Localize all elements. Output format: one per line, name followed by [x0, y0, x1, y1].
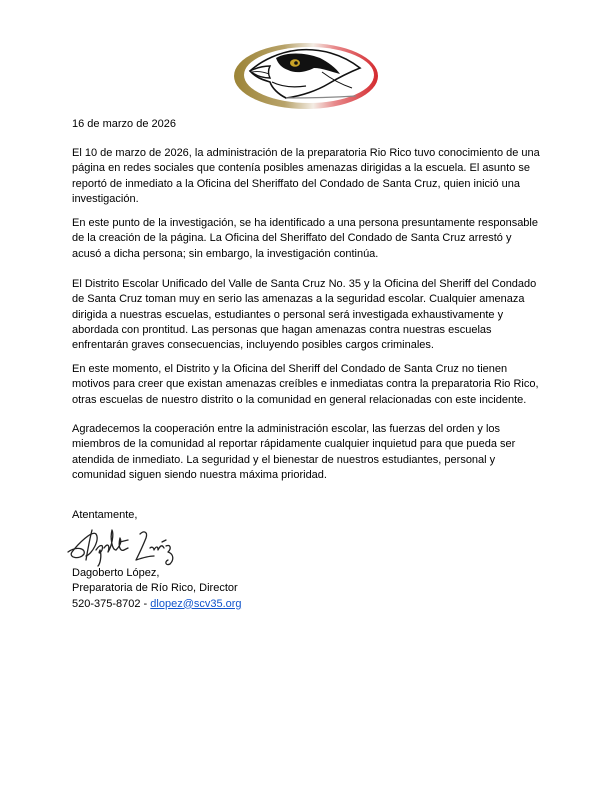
closing-salutation: Atentamente, — [72, 509, 138, 521]
paragraph-seriousness: El Distrito Escolar Unificado del Valle de Santa Cruz No. 35 y la Oficina del Sheriff del Condado de Santa Cruz toman muy en serio las amenazas a la seguridad escolar. Cualquier amenaza dirigida a nuestras escuelas, estudiantes o personal será investigada exhaustivamente y abordada con prontitud. Las personas que hagan amenazas contra nuestras escuelas enfrentarán graves consecuencias, incluyendo posibles cargos criminales. — [72, 278, 537, 352]
signature-block — [72, 566, 242, 612]
paragraph-arrest: En este punto de la investigación, se ha identificado a una persona presuntamente responsable de la creación de la página. La Oficina del Sheriffato del Condado de Santa Cruz arrestó y acusó a dicha persona; sin embargo, la investigación continúa. — [72, 217, 538, 260]
handwritten-signature — [62, 520, 180, 568]
paragraph-incident: El 10 de marzo de 2026, la administración de la preparatoria Rio Rico tuvo conocimiento de una página en redes sociales que contenía posibles amenazas dirigidas a la escuela. El asunto se reportó de inmediato a la Oficina del Sheriffato del Condado de Santa Cruz, quien inició una investigación. — [72, 147, 540, 205]
paragraph-no-credible-threat: En este momento, el Distrito y la Oficina del Sheriff del Condado de Santa Cruz no tienen motivos para creer que existan amenazas creíbles e inmediatas contra la preparatoria Rio Rico, otras escuelas de nuestro distrito o la comunidad en general relacionadas con este incidente. — [72, 363, 539, 406]
signer-phone: 520-375-8702 - — [72, 597, 151, 610]
paragraph-gratitude: Agradecemos la cooperación entre la administración escolar, las fuerzas del orden y los miembros de la comunidad al reportar rápidamente cualquier inquietud para que pueda ser atendida de inmediato. La seguridad y el bienestar de nuestros estudiantes, personal y comunidad siguen siendo nuestra máxima prioridad. — [72, 423, 516, 481]
signer-title: Preparatoria de Río Rico, Director — [72, 582, 238, 595]
school-logo — [232, 38, 380, 114]
signer-email-link[interactable]: dlopez@scv35.org — [150, 597, 242, 610]
contact-line — [72, 597, 242, 612]
falcon-head-icon — [232, 38, 380, 114]
signer-name: Dagoberto López, — [72, 567, 160, 579]
letter-date: 16 de marzo de 2026 — [72, 118, 176, 130]
signature-icon — [62, 520, 180, 568]
